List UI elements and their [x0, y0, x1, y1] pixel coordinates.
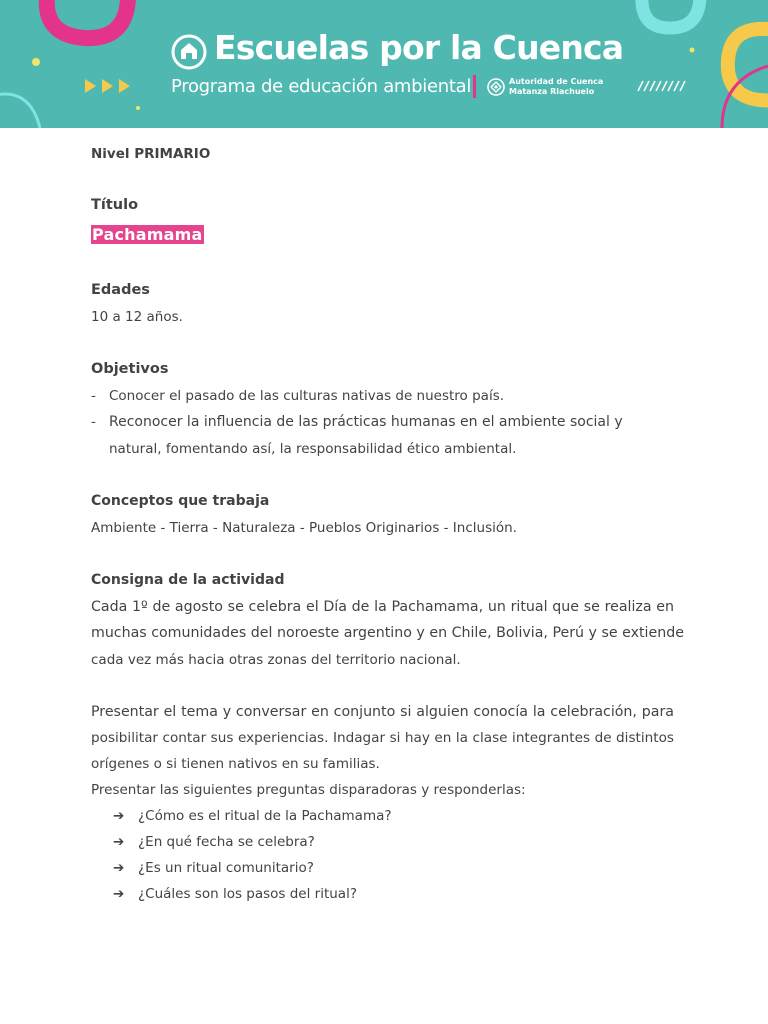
- brand-title: Escuelas por la Cuenca: [214, 28, 624, 67]
- question-text: ¿Cómo es el ritual de la Pachamama?: [138, 808, 392, 824]
- question-text: ¿Cuáles son los pasos del ritual?: [138, 886, 357, 902]
- authority-name: [509, 77, 603, 97]
- authority-logo-icon: [487, 78, 505, 96]
- questions-intro: Presentar las siguientes preguntas disparadoras y responderlas:: [91, 782, 526, 798]
- objectives-label: Objetivos: [91, 361, 169, 377]
- arrows-decoration-icon: [85, 79, 130, 93]
- arrow-bullet-icon: ➔: [113, 860, 125, 876]
- dash-bullet: -: [91, 388, 96, 404]
- title-label: Título: [91, 197, 139, 213]
- paragraph1-line-1: Cada 1º de agosto se celebra el Día de la Pachamama, un ritual que se realiza en: [91, 599, 674, 615]
- question-text: ¿Es un ritual comunitario?: [138, 860, 314, 876]
- arrow-bullet-icon: ➔: [113, 808, 125, 824]
- brand-subtitle: Programa de educación ambiental: [171, 76, 472, 97]
- objective-text: Conocer el pasado de las culturas nativas de nuestro país.: [109, 388, 505, 404]
- question-text: ¿En qué fecha se celebra?: [138, 834, 315, 850]
- paragraph1-line-3: cada vez más hacia otras zonas del territorio nacional.: [91, 652, 461, 668]
- activity-label: Consigna de la actividad: [91, 572, 285, 588]
- concepts-value: Ambiente - Tierra - Naturaleza - Pueblos Originarios - Inclusión.: [91, 520, 517, 536]
- paragraph2-line-1: Presentar el tema y conversar en conjunto si alguien conocía la celebración, para: [91, 704, 674, 720]
- objective-continuation: natural, fomentando así, la responsabilidad ético ambiental.: [109, 441, 517, 457]
- paragraph1-line-2: muchas comunidades del noroeste argentino y en Chile, Bolivia, Perú y se extiende: [91, 625, 684, 641]
- objective-text: Reconocer la influencia de las prácticas humanas en el ambiente social y: [109, 414, 623, 430]
- authority-line-2: Matanza Riachuelo: [509, 87, 595, 96]
- title-value-wrap: [91, 225, 204, 244]
- concepts-label: Conceptos que trabaja: [91, 493, 270, 509]
- authority-line-1: Autoridad de Cuenca: [509, 77, 604, 86]
- dash-bullet: -: [91, 414, 96, 430]
- header-banner: [0, 0, 768, 128]
- arrow-bullet-icon: ➔: [113, 834, 125, 850]
- arrow-bullet-icon: ➔: [113, 886, 125, 902]
- brand-separator: [473, 75, 476, 98]
- ages-label: Edades: [91, 282, 150, 298]
- ages-value: 10 a 12 años.: [91, 309, 183, 325]
- paragraph2-line-2: posibilitar contar sus experiencias. Indagar si hay en la clase integrantes de distintos: [91, 730, 674, 746]
- title-value: Pachamama: [92, 225, 203, 244]
- level-label: Nivel PRIMARIO: [91, 146, 211, 162]
- paragraph2-line-3: orígenes o si tienen nativos en su familias.: [91, 756, 380, 772]
- school-logo-icon: [171, 34, 207, 70]
